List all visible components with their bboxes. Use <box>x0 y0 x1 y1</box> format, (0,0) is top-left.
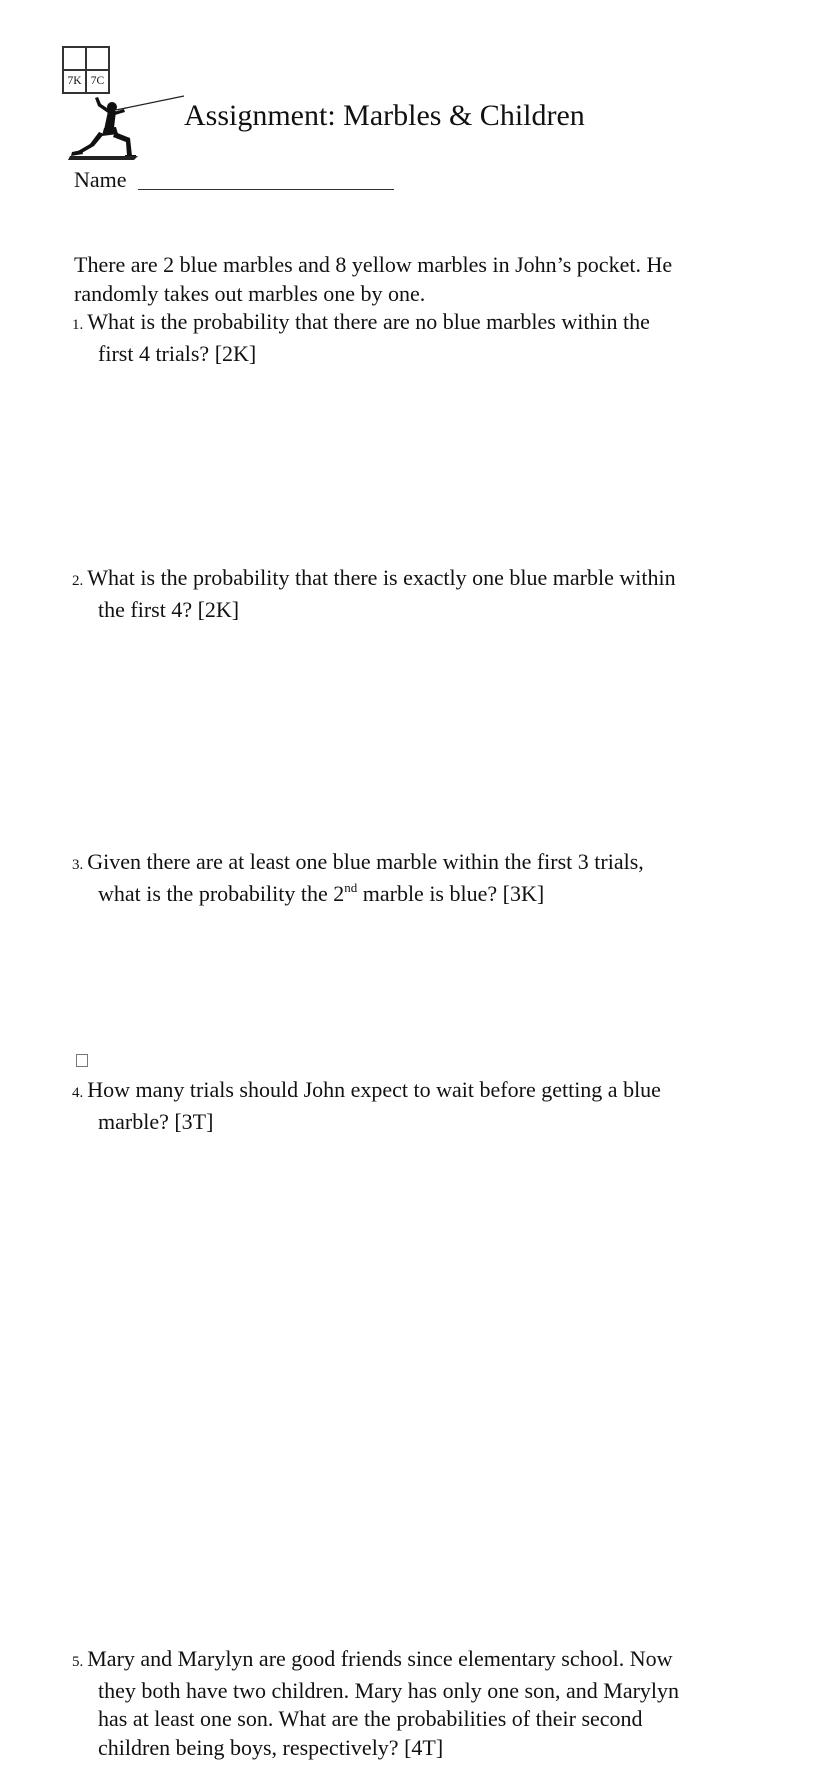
checkbox[interactable] <box>76 1054 88 1067</box>
question-text: they both have two children. Mary has only one son, and Marylyn <box>98 1677 680 1703</box>
question-2 <box>72 564 772 624</box>
intro-line: randomly takes out marbles one by one. <box>74 280 426 306</box>
question-text: What is the probability that there is exactly one blue marble within <box>87 565 676 590</box>
question-text: first 4 trials? [2K] <box>98 340 257 366</box>
mark-cell <box>86 47 109 70</box>
question-text: has at least one son. What are the probabilities of their second <box>98 1706 643 1731</box>
mark-box <box>62 46 110 94</box>
question-text-part: marble is blue? [3K] <box>357 880 545 906</box>
question-1 <box>72 308 772 368</box>
ordinal-superscript: nd <box>344 879 358 895</box>
question-text-part: what is the probability the 2 <box>98 880 345 906</box>
question-number: 2. <box>72 573 84 589</box>
question-text <box>72 880 772 909</box>
page-title: Assignment: Marbles & Children <box>184 99 585 132</box>
intro-paragraph <box>74 251 774 308</box>
question-number: 1. <box>72 317 84 333</box>
question-5 <box>72 1645 772 1762</box>
mark-cell-7c: 7C <box>86 70 109 93</box>
question-3 <box>72 848 772 908</box>
fencer-icon <box>68 90 188 162</box>
question-number: 4. <box>72 1085 84 1101</box>
mark-cell <box>63 47 86 70</box>
question-text: What is the probability that there are no blue marbles within the <box>87 309 650 334</box>
question-4 <box>72 1076 772 1136</box>
mark-cell-7k: 7K <box>63 70 86 93</box>
question-text: children being boys, respectively? [4T] <box>98 1734 444 1760</box>
question-text: marble? [3T] <box>98 1108 214 1134</box>
name-input-line[interactable] <box>138 189 394 190</box>
question-number: 5. <box>72 1654 84 1670</box>
question-number: 3. <box>72 857 84 873</box>
question-text: Mary and Marylyn are good friends since elementary school. Now <box>87 1646 673 1671</box>
name-label: Name <box>74 167 127 192</box>
question-text: Given there are at least one blue marble within the first 3 trials, <box>87 849 644 874</box>
question-text: the first 4? [2K] <box>98 596 240 622</box>
question-text: How many trials should John expect to wait before getting a blue <box>87 1077 661 1102</box>
intro-line: There are 2 blue marbles and 8 yellow marbles in John’s pocket. He <box>74 252 673 277</box>
